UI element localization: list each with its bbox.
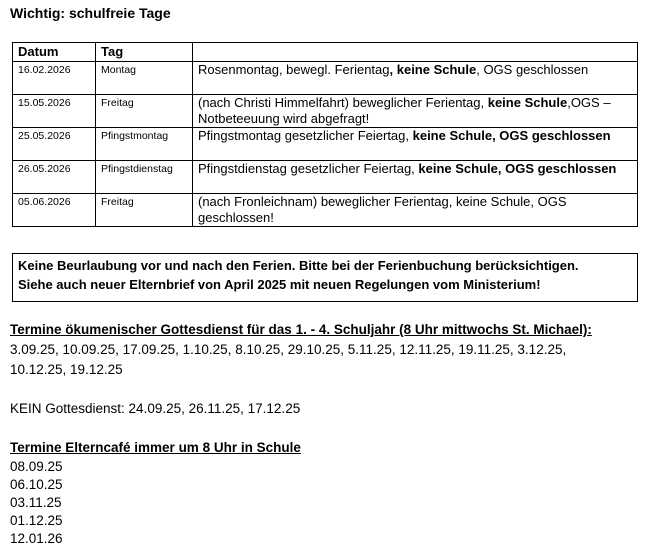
row-day: Freitag [96,95,193,128]
note-bold-text: keine Schule, OGS geschlossen [418,161,617,176]
row-note [193,194,638,227]
row-day: Pfingstmontag [96,128,193,161]
row-date: 26.05.2026 [13,161,96,194]
elterncafe-date: 06.10.25 [10,477,63,492]
note-text: , OGS geschlossen [476,62,589,77]
gottesdienst-dates-line-1: 3.09.25, 10.09.25, 17.09.25, 1.10.25, 8.10.25, 29.10.25, 5.11.25, 12.11.25, 19.11.25, 3.12.25, [10,342,567,357]
kein-gottesdienst-text: KEIN Gottesdienst: 24.09.25, 26.11.25, 17.12.25 [10,401,301,416]
elterncafe-date: 01.12.25 [10,513,63,528]
row-note [193,161,638,194]
notice-line-1: Keine Beurlaubung vor und nach den Ferien. Bitte bei der Ferienbuchung berücksichtigen. [18,258,579,273]
note-bold-text: , keine Schule [389,62,477,77]
note-text: Rosenmontag, bewegl. Ferientag [198,62,390,77]
page-heading: Wichtig: schulfreie Tage [10,5,171,21]
row-note [193,62,638,95]
row-day: Pfingstdienstag [96,161,193,194]
elterncafe-date: 12.01.26 [10,531,63,546]
notice-line-2: Siehe auch neuer Elternbrief von April 2025 mit neuen Regelungen vom Ministerium! [18,277,541,292]
row-day: Freitag [96,194,193,227]
table-row [13,95,638,128]
note-text: (nach Christi Himmelfahrt) beweglicher Ferientag, [198,95,488,110]
gottesdienst-title: Termine ökumenischer Gottesdienst für das 1. - 4. Schuljahr (8 Uhr mittwochs St. Michael): [10,322,592,337]
table-header-row [13,43,638,62]
leave-notice-box [12,253,638,302]
table-row [13,62,638,95]
table-row [13,194,638,227]
note-text: Pfingstdienstag gesetzlicher Feiertag, [198,161,419,176]
note-bold-text: keine Schule [487,95,568,110]
elterncafe-section [10,438,301,548]
note-text: Pfingstmontag gesetzlicher Feiertag, [198,128,413,143]
row-note [193,95,638,128]
elterncafe-date-list [10,458,301,548]
row-note [193,128,638,161]
table-row [13,128,638,161]
elterncafe-date: 03.11.25 [10,495,62,510]
header-day: Tag [96,43,193,62]
table-row [13,161,638,194]
row-date: 16.02.2026 [13,62,96,95]
row-date: 15.05.2026 [13,95,96,128]
note-text: ,OGS – Notbeteeuung wird abgefragt! [198,95,611,126]
elterncafe-title: Termine Elterncafé immer um 8 Uhr in Schule [10,440,301,455]
row-date: 25.05.2026 [13,128,96,161]
row-date: 05.06.2026 [13,194,96,227]
gottesdienst-dates-line-2: 10.12.25, 19.12.25 [10,362,123,377]
school-free-days-table [12,42,638,227]
note-bold-text: keine Schule, OGS geschlossen [412,128,611,143]
gottesdienst-section [10,320,592,380]
header-date: Datum [13,43,96,62]
row-day: Montag [96,62,193,95]
note-text: (nach Fronleichnam) beweglicher Ferientag, keine Schule, OGS geschlossen! [198,194,567,225]
header-note [193,43,638,62]
elterncafe-date: 08.09.25 [10,459,63,474]
